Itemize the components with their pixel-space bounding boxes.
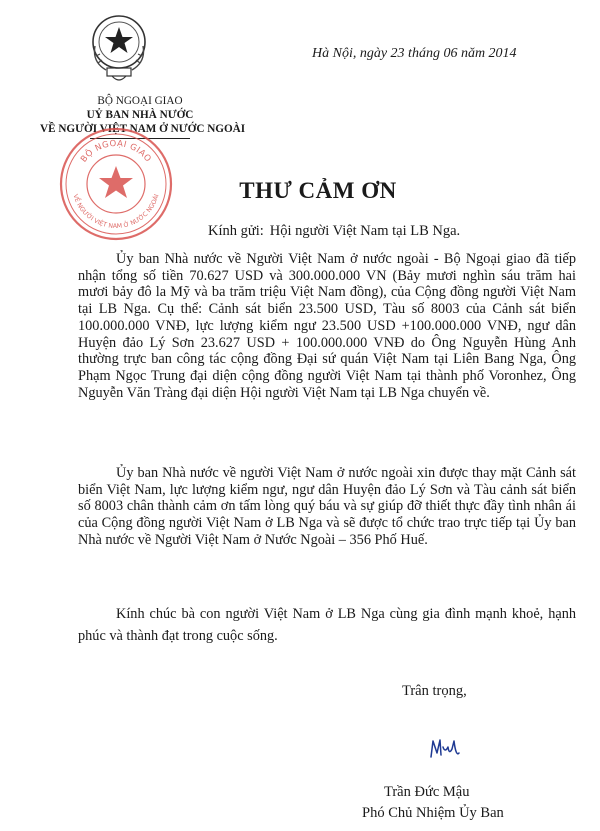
svg-text:VỀ NGƯỜI VIỆT NAM Ở NƯỚC NGOÀI	[71, 193, 160, 230]
salutation-label: Kính gửi:	[208, 223, 264, 239]
seal-top-text: BỘ NGOẠI GIAO	[79, 138, 153, 165]
salutation	[208, 223, 460, 240]
salutation-recipient: Hội người Việt Nam tại LB Nga.	[269, 223, 461, 239]
closing-phrase: Trân trọng,	[402, 683, 467, 699]
svg-text:BỘ NGOẠI GIAO	[79, 139, 153, 165]
body-paragraph-2: Ủy ban Nhà nước về người Việt Nam ở nước ngoài xin được thay mặt Cảnh sát biển Việt Nam, lực lượng kiểm ngư, ngư dân Huyện đảo Lý Sơn và Tàu cảnh sát biển số 8003 chân thành cảm ơn tấm lòng quý báu và sự giúp đỡ thiết thực đầy tình nhân ái của Cộng đồng người Việt Nam ở LB Nga và sẽ được tổ chức trao trực tiếp tại Ủy ban Nhà nước về Người Việt Nam ở Nước Ngoài – 356 Phố Huế.	[78, 465, 576, 548]
org-committee-scope: VỀ NGƯỜI VIỆT NAM Ở NƯỚC NGOÀI	[40, 123, 246, 135]
official-seal-icon	[58, 126, 174, 242]
org-committee: UỶ BAN NHÀ NƯỚC	[86, 109, 194, 121]
body-paragraph-1: Ủy ban Nhà nước về Người Việt Nam ở nước ngoài - Bộ Ngoại giao đã tiếp nhận tổng số tiền 70.627 USD và 300.000.000 VN (Bảy mươi nghìn sáu trăm hai mươi bảy đô la Mỹ và ba trăm triệu Việt Nam đồng), của Cộng đồng người Việt Nam tại LB Nga. Cụ thể: Cảnh sát biển 23.500 USD, Tàu số 8003 của Cảnh sát biển 100.000.000 VNĐ, lực lượng kiểm ngư 23.500 USD +100.000.000 VNĐ, ngư dân Huyện đảo Lý Sơn 23.627 USD + 100.000.000 VNĐ do Ông Nguyễn Hùng Anh thường trực ban công tác cộng đồng Đại sứ quán Việt Nam tại Liên Bang Nga, Ông Phạm Ngọc Trung đại diện cộng đồng người Việt Nam tại thành phố Voronhez, Ông Nguyễn Văn Tràng đại diện Hội người Việt Nam tại LB Nga chuyển về.	[78, 251, 576, 401]
handwritten-signature	[428, 735, 462, 761]
signer-name: Trần Đức Mậu	[384, 784, 470, 800]
signer-title: Phó Chủ Nhiệm Ủy Ban	[362, 805, 504, 821]
document-title: THƯ CẢM ƠN	[239, 178, 397, 203]
seal-bottom-text: VỀ NGƯỜI VIỆT NAM Ở NƯỚC NGOÀI	[71, 193, 161, 231]
dateline: Hà Nội, ngày 23 tháng 06 năm 2014	[312, 46, 517, 61]
body-paragraph-3: Kính chúc bà con người Việt Nam ở LB Nga cùng gia đình mạnh khoẻ, hạnh phúc và thành đạt trong cuộc sống.	[78, 606, 576, 644]
national-emblem-icon	[88, 10, 150, 88]
org-ministry: BỘ NGOẠI GIAO	[97, 95, 183, 107]
